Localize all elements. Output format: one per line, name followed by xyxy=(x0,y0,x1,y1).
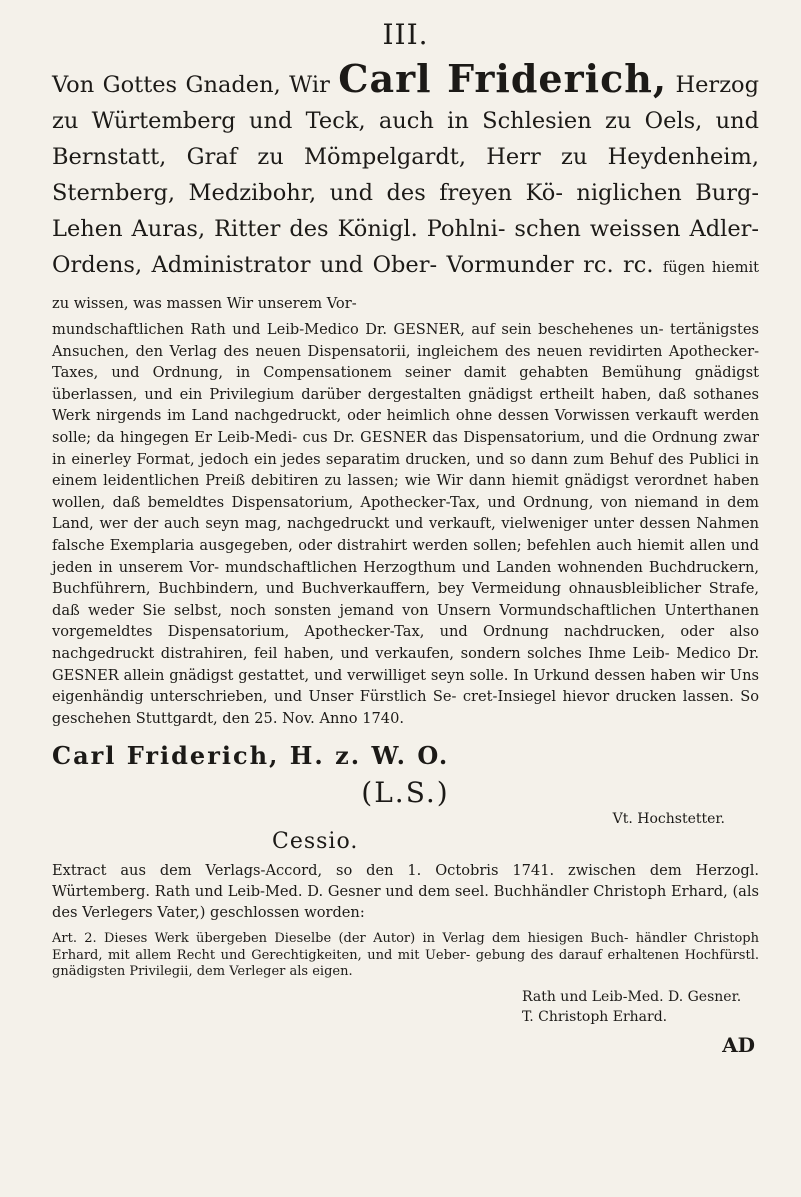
contract-extract: Extract aus dem Verlags-Accord, so den 1. Octobris 1741. zwischen dem Herzogl. Würtemberg. Rath und Leib-Med. D. Gesner und dem seel. Buchhändler Christoph Erhard, (als des Verlegers Vater,) geschlossen worden: xyxy=(52,862,759,922)
catchword: AD xyxy=(722,1032,755,1057)
signature: Carl Friderich, H. z. W. O. xyxy=(52,741,450,771)
body-lead: fügen hiemit zu wissen, was massen Wir unserem Vor- xyxy=(52,259,759,312)
ruler-titles: Herzog zu Würtemberg und Teck, auch in Schlesien zu Oels, und Bernstatt, Graf zu Mömpelgardt, Herr zu Heydenheim, Sternberg, Medzibohr, und des freyen Kö- niglichen Burg-Lehen Auras, Ritter des Königl. Pohlni- schen weissen Adler-Ordens, Administrator und Ober- Vormunder rc. rc. xyxy=(52,72,759,278)
seal-mark: (L.S.) xyxy=(361,776,450,810)
countersignature: Vt. Hochstetter. xyxy=(612,811,725,828)
page-number: III. xyxy=(382,18,429,51)
signatory-gesner: Rath und Leib-Med. D. Gesner. xyxy=(522,988,742,1005)
article-two: Art. 2. Dieses Werk übergeben Dieselbe (der Autor) in Verlag dem hiesigen Buch- händler Christoph Erhard, mit allem Recht und Gerechtigkeiten, und mit Ueber- gebung des darauf erhaltenen Hochfürstl. gnädigsten Privilegii, dem Verleger als eigen. xyxy=(52,931,759,980)
signatory-erhard: T. Christoph Erhard. xyxy=(522,1008,668,1025)
privilege-body: mundschaftlichen Rath und Leib-Medico Dr. GESNER, auf sein beschehenes un- tertänigstes Ansuchen, den Verlag des neuen Dispensatorii, ingleichem des neuen revidirten Apothecker-Taxes, und Ordnung, in Compensationem seiner damit gehabten Bemühung gnädigst überlassen, und ein Privilegium darüber dergestalten gnädigst ertheilt haben, daß sothanes Werk nirgends im Land nachgedruckt, oder heimlich ohne dessen Vorwissen verkauft werden solle; da hingegen Er Leib-Medi- cus Dr. GESNER das Dispensatorium, und die Ordnung zwar in einerley Format, jedoch ein jedes separatim drucken, und so dann zum Behuf des Publici in einem leidentlichen Preiß debitiren zu lassen; wie Wir dann hiemit gnädigst verordnet haben wollen, daß bemeldtes Dispensatorium, Apothecker-Tax, und Ordnung, von niemand in dem Land, wer der auch seyn mag, nachgedruckt und verkauft, vielweniger unter dessen Nahmen falsche Exemplaria ausgegeben, oder distrahirt werden sollen; befehlen auch hiemit allen und jeden in unserem Vor- mundschaftlichen Herzogthum und Landen wohnenden Buchdruckern, Buchführern, Buchbindern, und Buchverkauffern, bey Vermeidung ohnausbleiblicher Strafe, daß weder Sie selbst, noch sonsten jemand von Unsern Vormundschaftlichen Unterthanen vorgemeldtes Dispensatorium, Apothecker-Tax, und Ordnung nachdrucken, oder also nachgedruckt distrahiren, feil haben, und verkaufen, sondern solches Ihme Leib- Medico Dr. GESNER allein gnädigst gestattet, und verwilliget seyn solle. In Urkund dessen haben wir Uns eigenhändig unterschrieben, und Unser Fürstlich Se- cret-Insiegel hievor drucken lassen. So geschehen Stuttgardt, den 25. Nov. Anno 1740. xyxy=(52,321,759,727)
signatories xyxy=(522,987,759,1027)
privilege-intro xyxy=(52,56,759,319)
intro-opening: Von Gottes Gnaden, Wir xyxy=(52,72,339,98)
ruler-name: Carl Friderich, xyxy=(338,56,668,101)
cessio-heading: Cessio. xyxy=(272,829,359,855)
